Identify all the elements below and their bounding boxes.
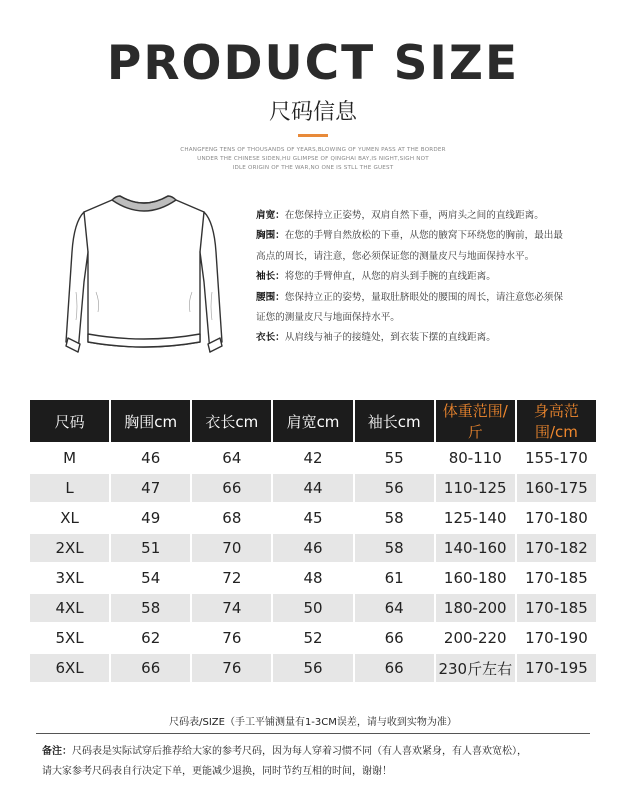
table-cell: 46 xyxy=(273,534,352,562)
table-cell: 170-190 xyxy=(525,629,588,647)
measure-waist: 腰围：您保持立正的姿势，量取肚脐眼处的腰围的周长，请注意您必须保 xyxy=(256,291,563,303)
tagline-line: CHANGFENG TENS OF THOUSANDS OF YEARS,BLOWING OF YUMEN PASS AT THE BORDER xyxy=(180,147,446,153)
table-cell: 47 xyxy=(111,474,190,502)
table-row xyxy=(30,564,596,592)
page-title: PRODUCT SIZE xyxy=(106,36,520,91)
measure-chest: 胸围：在您的手臂自然放松的下垂，从您的腋窝下环绕您的胸前，最出最 xyxy=(256,230,563,242)
table-cell: 72 xyxy=(222,569,242,587)
table-cell: 6XL xyxy=(30,654,109,682)
table-cell: 42 xyxy=(303,449,323,467)
table-cell: 66 xyxy=(111,654,190,682)
table-cell: 56 xyxy=(273,654,352,682)
table-row xyxy=(30,654,596,682)
table-cell: 3XL xyxy=(55,569,84,587)
table-cell: 110-125 xyxy=(436,474,515,502)
header-size: 尺码 xyxy=(30,400,109,442)
table-cell: 62 xyxy=(141,629,161,647)
table-cell: 54 xyxy=(141,569,161,587)
table-cell: 66 xyxy=(192,474,271,502)
table-row xyxy=(30,474,596,502)
table-row xyxy=(30,594,596,622)
remark-line-1: 备注：尺码表是实际试穿后推荐给大家的参考尺码，因为每人穿着习惯不同（有人喜欢紧身，有人喜欢宽松）， xyxy=(42,746,527,757)
table-cell: 160-175 xyxy=(517,474,596,502)
table-cell: 200-220 xyxy=(443,629,507,647)
measure-length: 衣长：从肩线与袖子的接缝处，到衣装下摆的直线距离。 xyxy=(256,332,496,344)
table-cell: 46 xyxy=(141,449,161,467)
table-cell: XL xyxy=(60,509,79,527)
table-cell: 4XL xyxy=(30,594,109,622)
header-chest: 胸围cm xyxy=(111,400,190,442)
table-cell: 66 xyxy=(355,654,434,682)
table-row xyxy=(30,624,596,652)
table-cell: M xyxy=(63,449,77,467)
table-cell: 66 xyxy=(384,629,404,647)
table-cell: 61 xyxy=(384,569,404,587)
table-cell: 52 xyxy=(303,629,323,647)
tagline-line: IDLE ORIGIN OF THE WAR,NO ONE IS STLL THE GUEST xyxy=(232,165,394,171)
table-cell: 48 xyxy=(303,569,323,587)
table-cell: 2XL xyxy=(30,534,109,562)
sweater-icon xyxy=(64,192,224,368)
table-cell: 155-170 xyxy=(525,449,588,467)
remark xyxy=(42,742,602,782)
size-table-header xyxy=(30,400,596,442)
measurement-guide xyxy=(256,206,596,349)
size-table xyxy=(28,398,598,684)
header-length: 衣长cm xyxy=(192,400,271,442)
table-cell: 125-140 xyxy=(443,509,507,527)
table-cell: 58 xyxy=(384,509,404,527)
table-cell: 76 xyxy=(192,654,271,682)
table-cell: 230斤左右 xyxy=(436,654,515,682)
table-cell: 44 xyxy=(273,474,352,502)
table-cell: 51 xyxy=(111,534,190,562)
divider xyxy=(36,733,590,734)
page-subtitle: 尺码信息 xyxy=(268,100,357,125)
table-row xyxy=(30,504,596,532)
table-cell: 5XL xyxy=(55,629,84,647)
table-cell: 45 xyxy=(303,509,323,527)
remark-line-2: 请大家参考尺码表自行决定下单，更能减少退换，同时节约互相的时间，谢谢！ xyxy=(42,766,392,777)
table-cell: L xyxy=(30,474,109,502)
measure-shoulder: 肩宽：在您保持立正姿势，双肩自然下垂，两肩头之间的直线距离。 xyxy=(256,210,544,221)
header-weight: 体重范围/斤 xyxy=(436,400,515,442)
table-cell: 70 xyxy=(192,534,271,562)
table-cell: 160-180 xyxy=(443,569,507,587)
table-row xyxy=(30,534,596,562)
table-cell: 64 xyxy=(355,594,434,622)
measure-chest-cont: 高点的周长，请注意，您必须保证您的测量皮尺与地面保持水平。 xyxy=(256,250,535,262)
measure-waist-cont: 证您的测量皮尺与地面保持水平。 xyxy=(256,312,400,324)
table-cell: 170-185 xyxy=(517,594,596,622)
table-cell: 76 xyxy=(222,629,242,647)
table-cell: 170-182 xyxy=(517,534,596,562)
table-row xyxy=(30,444,596,472)
table-cell: 58 xyxy=(111,594,190,622)
table-cell: 80-110 xyxy=(448,449,502,467)
tagline-line: UNDER THE CHINESE SIDEN,HU GLIMPSE OF QINGHAI BAY,IS NIGHT,SIGH NOT xyxy=(197,156,429,162)
table-cell: 49 xyxy=(141,509,161,527)
table-cell: 140-160 xyxy=(436,534,515,562)
tagline xyxy=(150,146,476,173)
header-shoulder: 肩宽cm xyxy=(273,400,352,442)
table-cell: 56 xyxy=(355,474,434,502)
accent-bar xyxy=(298,134,328,137)
header-sleeve: 袖长cm xyxy=(355,400,434,442)
table-cell: 68 xyxy=(222,509,242,527)
table-cell: 180-200 xyxy=(436,594,515,622)
table-cell: 170-185 xyxy=(525,569,588,587)
table-cell: 170-195 xyxy=(517,654,596,682)
table-cell: 170-180 xyxy=(525,509,588,527)
size-note: 尺码表/SIZE（手工平铺测量有1-3CM误差，请与收到实物为准） xyxy=(169,717,457,728)
table-cell: 50 xyxy=(273,594,352,622)
measure-sleeve: 袖长：将您的手臂伸直，从您的肩头到手腕的直线距离。 xyxy=(256,271,496,283)
table-cell: 55 xyxy=(384,449,404,467)
header-height: 身高范围/cm xyxy=(517,400,596,442)
table-cell: 74 xyxy=(192,594,271,622)
table-cell: 58 xyxy=(355,534,434,562)
table-cell: 64 xyxy=(222,449,242,467)
